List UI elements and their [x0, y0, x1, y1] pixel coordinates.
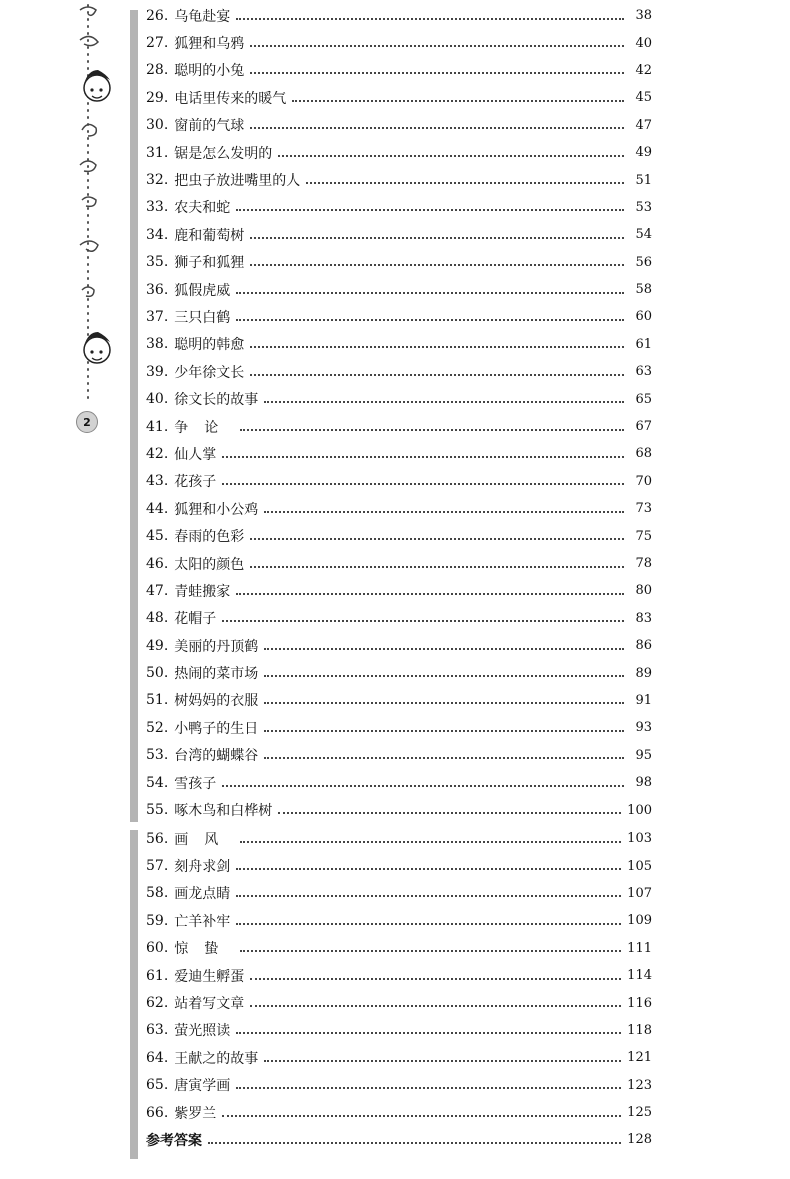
- entry-title: 台湾的蝴蝶谷: [174, 748, 259, 765]
- entry-page-number: 78: [635, 556, 652, 571]
- entry-title: 把虫子放进嘴里的人: [174, 173, 301, 190]
- entry-title: 鹿和葡萄树: [174, 227, 245, 244]
- entry-page-number: 83: [635, 610, 652, 626]
- entry-title: 狐假虎威: [174, 282, 231, 299]
- dot-leader: [250, 346, 624, 348]
- toc-entry[interactable]: [146, 907, 652, 934]
- toc-entry[interactable]: [146, 385, 652, 412]
- entry-title: 惊蛰: [174, 941, 235, 958]
- entry-page-number: 60: [635, 309, 652, 325]
- entry-page-number: 54: [635, 227, 652, 243]
- dot-leader: [240, 429, 624, 431]
- toc-entry[interactable]: [146, 880, 652, 907]
- toc-entry[interactable]: [146, 440, 652, 467]
- entry-number: 43.: [146, 473, 169, 490]
- entry-page-number: 42: [635, 62, 652, 78]
- toc-entry[interactable]: [146, 796, 652, 823]
- toc-entry[interactable]: [146, 413, 652, 440]
- dot-leader: [264, 730, 624, 732]
- toc-entry[interactable]: [146, 632, 652, 659]
- entry-title: 春雨的色彩: [174, 529, 245, 546]
- dot-leader: [236, 868, 621, 870]
- toc-entry[interactable]: [146, 935, 652, 962]
- entry-page-number: 68: [635, 446, 652, 462]
- dot-leader: [240, 841, 621, 843]
- dot-leader: [250, 374, 624, 376]
- toc-entry[interactable]: [146, 1017, 652, 1044]
- entry-page-number: 118: [627, 1022, 652, 1038]
- entry-title: 花帽子: [174, 611, 217, 628]
- entry-number: 40.: [146, 391, 169, 408]
- dot-leader: [236, 319, 624, 321]
- dot-leader: [250, 45, 624, 47]
- dot-leader: [250, 538, 624, 540]
- entry-number: 35.: [146, 254, 169, 271]
- section-bar-2: [130, 830, 138, 1159]
- dot-leader: [264, 1060, 621, 1062]
- toc-entry[interactable]: [146, 989, 652, 1016]
- entry-number: 59.: [146, 912, 169, 929]
- toc-entry[interactable]: [146, 276, 652, 303]
- entry-title: 狐狸和乌鸦: [174, 36, 245, 53]
- margin-doodle-decoration: [72, 0, 122, 440]
- entry-number: 63.: [146, 1022, 169, 1039]
- toc-entry[interactable]: [146, 139, 652, 166]
- entry-page-number: 123: [627, 1077, 652, 1093]
- entry-title: 画龙点睛: [174, 886, 231, 903]
- dot-leader: [236, 895, 621, 897]
- dot-leader: [236, 593, 624, 595]
- toc-entry[interactable]: [146, 249, 652, 276]
- entry-number: 28.: [146, 62, 169, 79]
- entry-title: 狮子和狐狸: [174, 255, 245, 272]
- toc-entry[interactable]: [146, 605, 652, 632]
- entry-number: 52.: [146, 719, 169, 736]
- entry-page-number: 63: [635, 364, 652, 380]
- toc-entry[interactable]: [146, 84, 652, 111]
- entry-number: 38.: [146, 336, 169, 353]
- toc-entry[interactable]: [146, 522, 652, 549]
- dot-leader: [222, 785, 624, 787]
- entry-title: 三只白鹤: [174, 309, 231, 326]
- handwritten-letter-decorations: [80, 7, 98, 296]
- toc-entry[interactable]: [146, 962, 652, 989]
- toc-entry[interactable]: [146, 166, 652, 193]
- entry-page-number: 70: [635, 473, 652, 489]
- entry-number: 30.: [146, 117, 169, 134]
- entry-title: 争论: [174, 419, 235, 436]
- entry-title: 聪明的小兔: [174, 63, 245, 80]
- dot-leader: [236, 1087, 621, 1089]
- dot-leader: [250, 978, 621, 980]
- entry-title: 王献之的故事: [174, 1050, 259, 1067]
- page-number-badge: 2: [76, 411, 98, 433]
- dot-leader: [208, 1142, 621, 1144]
- toc-entry[interactable]: [146, 57, 652, 84]
- dot-leader: [250, 72, 624, 74]
- dot-leader: [250, 566, 624, 568]
- entry-title: 花孩子: [174, 474, 217, 491]
- dot-leader: [236, 1032, 621, 1034]
- toc-entry[interactable]: [146, 29, 652, 56]
- dot-leader: [240, 950, 621, 952]
- toc-section-1: [146, 2, 652, 824]
- entry-page-number: 40: [635, 35, 652, 51]
- dot-leader: [222, 456, 624, 458]
- entry-page-number: 49: [635, 145, 652, 161]
- entry-number: 27.: [146, 35, 169, 52]
- toc-entry[interactable]: [146, 1044, 652, 1071]
- entry-page-number: 53: [635, 199, 652, 215]
- entry-page-number: 61: [635, 336, 652, 352]
- entry-number: 47.: [146, 582, 169, 599]
- dot-leader: [306, 182, 624, 184]
- entry-number: 64.: [146, 1049, 169, 1066]
- entry-number: 46.: [146, 555, 169, 572]
- entry-title: 锯是怎么发明的: [174, 145, 273, 162]
- toc-entry[interactable]: [146, 825, 652, 852]
- entry-number: 39.: [146, 363, 169, 380]
- entry-page-number: 56: [635, 254, 652, 270]
- entry-page-number: 128: [627, 1132, 652, 1148]
- entry-number: 60.: [146, 940, 169, 957]
- entry-page-number: 73: [635, 501, 652, 517]
- entry-number: 66.: [146, 1104, 169, 1121]
- toc-entry[interactable]: [146, 577, 652, 604]
- entry-title: 仙人掌: [174, 446, 217, 463]
- toc-entry[interactable]: [146, 687, 652, 714]
- entry-title: 乌龟赴宴: [174, 8, 231, 25]
- entry-title: 青蛙搬家: [174, 583, 231, 600]
- dot-leader: [236, 292, 624, 294]
- entry-title: 雪孩子: [174, 775, 217, 792]
- dot-leader: [236, 18, 624, 20]
- entry-title: 热闹的菜市场: [174, 666, 259, 683]
- entry-page-number: 107: [627, 885, 652, 901]
- toc-entry[interactable]: [146, 742, 652, 769]
- dot-leader: [222, 1115, 621, 1117]
- entry-title: 少年徐文长: [174, 364, 245, 381]
- entry-title: 萤光照读: [174, 1023, 231, 1040]
- dot-leader: [250, 127, 624, 129]
- entry-number: 36.: [146, 281, 169, 298]
- entry-number: 42.: [146, 445, 169, 462]
- entry-title: 画风: [174, 831, 235, 848]
- dot-leader: [250, 1005, 621, 1007]
- dot-leader: [278, 155, 624, 157]
- entry-page-number: 80: [635, 583, 652, 599]
- dot-leader: [250, 237, 624, 239]
- entry-title: 紫罗兰: [174, 1105, 217, 1122]
- dot-leader: [264, 401, 624, 403]
- entry-number: 44.: [146, 500, 169, 517]
- entry-title: 亡羊补牢: [174, 913, 231, 930]
- entry-page-number: 89: [635, 665, 652, 681]
- entry-page-number: 47: [635, 117, 652, 133]
- entry-number: 65.: [146, 1077, 169, 1094]
- entry-page-number: 116: [627, 995, 652, 1011]
- entry-page-number: 51: [635, 172, 652, 188]
- entry-title: 参考答案: [146, 1132, 202, 1149]
- toc-entry[interactable]: [146, 112, 652, 139]
- entry-page-number: 75: [635, 528, 652, 544]
- entry-page-number: 103: [627, 831, 652, 847]
- entry-number: 61.: [146, 967, 169, 984]
- entry-page-number: 58: [635, 282, 652, 298]
- entry-number: 56.: [146, 830, 169, 847]
- toc-entry[interactable]: [146, 852, 652, 879]
- entry-page-number: 100: [627, 802, 652, 818]
- entry-number: 45.: [146, 528, 169, 545]
- entry-page-number: 65: [635, 391, 652, 407]
- entry-title: 爱迪生孵蛋: [174, 968, 245, 985]
- entry-page-number: 125: [627, 1105, 652, 1121]
- entry-title: 聪明的韩愈: [174, 337, 245, 354]
- entry-page-number: 109: [627, 913, 652, 929]
- entry-number: 26.: [146, 7, 169, 24]
- dot-leader: [222, 620, 624, 622]
- toc-entry[interactable]: [146, 659, 652, 686]
- entry-page-number: 114: [627, 968, 652, 984]
- entry-number: 53.: [146, 747, 169, 764]
- entry-number: 49.: [146, 637, 169, 654]
- dot-leader: [250, 264, 624, 266]
- entry-number: 48.: [146, 610, 169, 627]
- entry-title: 树妈妈的衣服: [174, 693, 259, 710]
- toc-entry[interactable]: [146, 1126, 652, 1153]
- entry-page-number: 38: [635, 8, 652, 24]
- entry-title: 太阳的颜色: [174, 556, 245, 573]
- entry-page-number: 93: [635, 720, 652, 736]
- toc-entry[interactable]: [146, 2, 652, 29]
- entry-page-number: 95: [635, 747, 652, 763]
- entry-number: 62.: [146, 995, 169, 1012]
- cartoon-face-icon: [84, 332, 110, 363]
- dot-leader: [278, 812, 621, 814]
- dot-leader: [264, 702, 624, 704]
- entry-number: 41.: [146, 418, 169, 435]
- entry-number: 29.: [146, 89, 169, 106]
- entry-page-number: 67: [635, 419, 652, 435]
- toc-entry[interactable]: [146, 769, 652, 796]
- entry-title: 窗前的气球: [174, 118, 245, 135]
- entry-number: 54.: [146, 774, 169, 791]
- dot-leader: [292, 100, 624, 102]
- dot-leader: [236, 923, 621, 925]
- entry-title: 站着写文章: [174, 996, 245, 1013]
- entry-number: 37.: [146, 308, 169, 325]
- entry-title: 美丽的丹顶鹤: [174, 638, 259, 655]
- entry-page-number: 98: [635, 775, 652, 791]
- entry-number: 50.: [146, 665, 169, 682]
- toc-entry[interactable]: [146, 331, 652, 358]
- entry-number: 55.: [146, 802, 169, 819]
- entry-number: 57.: [146, 858, 169, 875]
- entry-title: 唐寅学画: [174, 1078, 231, 1095]
- dot-leader: [236, 209, 624, 211]
- toc-entry[interactable]: [146, 358, 652, 385]
- toc-entry[interactable]: [146, 495, 652, 522]
- entry-title: 农夫和蛇: [174, 200, 231, 217]
- dot-leader: [264, 648, 624, 650]
- entry-number: 31.: [146, 144, 169, 161]
- entry-number: 51.: [146, 692, 169, 709]
- entry-page-number: 111: [627, 940, 652, 956]
- toc-entry[interactable]: [146, 550, 652, 577]
- entry-title: 狐狸和小公鸡: [174, 501, 259, 518]
- entry-number: 34.: [146, 226, 169, 243]
- entry-number: 32.: [146, 172, 169, 189]
- entry-number: 58.: [146, 885, 169, 902]
- entry-page-number: 91: [635, 692, 652, 708]
- entry-title: 小鸭子的生日: [174, 720, 259, 737]
- toc-section-2: [146, 825, 652, 1154]
- dot-leader: [222, 483, 624, 485]
- entry-number: 33.: [146, 199, 169, 216]
- entry-title: 刻舟求剑: [174, 859, 231, 876]
- entry-page-number: 121: [627, 1050, 652, 1066]
- entry-title: 电话里传来的暖气: [174, 90, 287, 107]
- dot-leader: [264, 675, 624, 677]
- toc-entry[interactable]: [146, 1072, 652, 1099]
- toc-entry[interactable]: [146, 468, 652, 495]
- toc-entry[interactable]: [146, 221, 652, 248]
- entry-title: 徐文长的故事: [174, 392, 259, 409]
- toc-entry[interactable]: [146, 303, 652, 330]
- entry-page-number: 86: [635, 638, 652, 654]
- entry-page-number: 105: [627, 858, 652, 874]
- dot-leader: [264, 757, 624, 759]
- entry-title: 啄木鸟和白桦树: [174, 803, 273, 820]
- section-bar-1: [130, 10, 138, 822]
- toc-entry[interactable]: [146, 194, 652, 221]
- dot-leader: [264, 511, 624, 513]
- toc-entry[interactable]: [146, 714, 652, 741]
- toc-entry[interactable]: [146, 1099, 652, 1126]
- entry-page-number: 45: [635, 90, 652, 106]
